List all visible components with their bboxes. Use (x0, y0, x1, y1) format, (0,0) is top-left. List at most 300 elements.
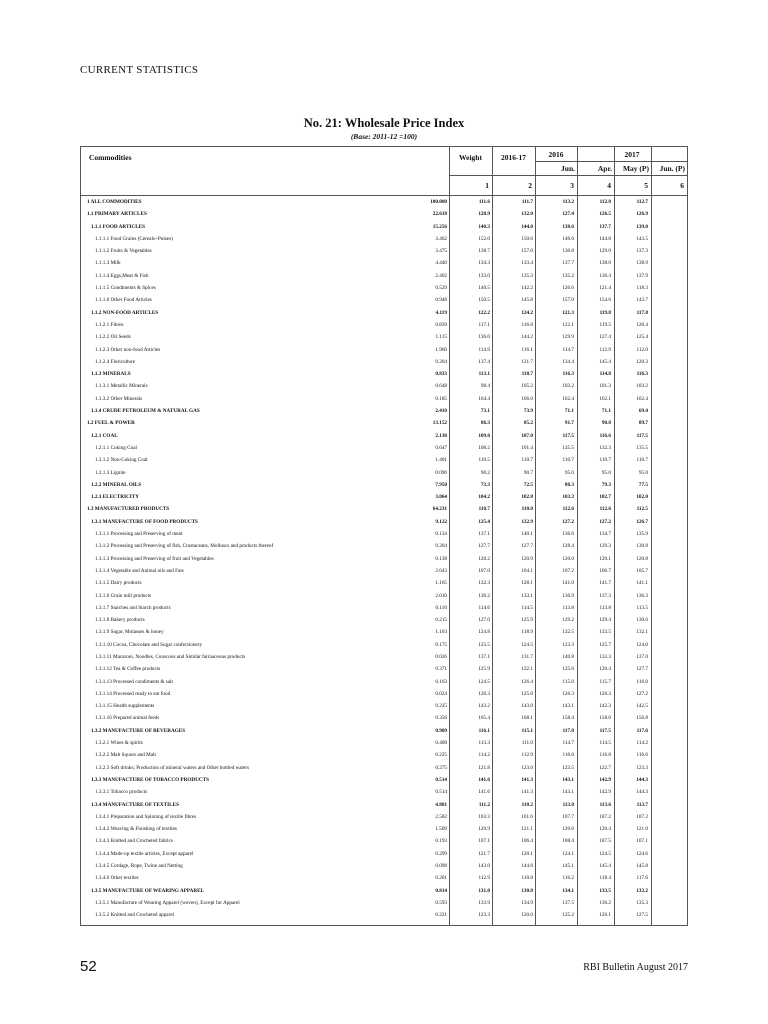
cell-c2: 164.4 (478, 395, 490, 402)
cell-c5: 138.0 (599, 260, 611, 267)
cell-c3: 144.0 (521, 223, 533, 230)
commodity-name: 1.3.3.1 Tobacco products (95, 789, 148, 796)
cell-c2: 114.6 (478, 604, 490, 611)
cell-c5: 142.9 (599, 776, 611, 783)
cell-c3: 104.1 (521, 567, 533, 574)
cell-c5: 136.4 (599, 272, 611, 279)
cell-w: 0.185 (435, 395, 447, 402)
commodity-name: 1.3.1.1 Processing and Preserving of meat (95, 531, 183, 538)
cell-c2: 111.6 (478, 199, 490, 205)
cell-c4: 138.6 (562, 223, 574, 230)
cell-c2: 140.5 (478, 285, 490, 292)
cell-c6: 112.0 (636, 346, 648, 353)
commodity-name: 1.3.5.1 Manufacture of Wearing Apparel (woven), Except fur Apparel (95, 899, 240, 906)
table-row (81, 860, 687, 872)
commodity-name: 1.1.2.1 Fibres (95, 321, 124, 328)
cell-c5: 117.5 (599, 727, 611, 734)
cell-c2: 131.0 (478, 887, 490, 894)
cell-c5: 129.3 (599, 543, 611, 550)
cell-c4: 127.4 (562, 211, 574, 218)
cell-c6: 137.0 (636, 653, 648, 660)
cell-c2: 113.3 (478, 740, 490, 747)
col-num-3: 3 (570, 181, 574, 190)
cell-c4: 125.2 (562, 912, 574, 919)
commodity-name: 1.3.4.1 Preparation and Spinning of textile fibres (95, 813, 197, 820)
table-row (81, 393, 687, 405)
table-row (81, 614, 687, 626)
cell-c3: 128.1 (521, 580, 533, 587)
cell-w: 2.410 (435, 408, 447, 415)
cell-c6: 105.7 (636, 567, 648, 574)
cell-c5: 112.8 (599, 199, 611, 205)
cell-w: 1.401 (435, 457, 447, 464)
table-row (81, 270, 687, 282)
cell-c6: 114.2 (636, 740, 648, 747)
cell-c2: 120.2 (478, 555, 490, 562)
cell-c3: 131.7 (521, 653, 533, 660)
cell-c4: 162.4 (562, 395, 574, 402)
cell-w: 9.122 (435, 518, 447, 525)
cell-c6: 143.5 (636, 235, 648, 242)
table-row (81, 528, 687, 540)
cell-c4: 136.9 (562, 592, 574, 599)
cell-c3: 135.3 (521, 272, 533, 279)
cell-c2: 98.4 (480, 383, 490, 390)
cell-c6: 156.8 (636, 715, 648, 722)
cell-w: 0.839 (435, 321, 447, 328)
cell-c5: 144.8 (599, 235, 611, 242)
cell-w: 2.402 (435, 272, 447, 279)
cell-c3: 166.0 (521, 395, 533, 402)
commodity-name: 1.3.4 MANUFACTURE OF TEXTILES (91, 801, 179, 808)
cell-w: 0.371 (435, 666, 447, 673)
table-row (81, 233, 687, 245)
cell-w: 1.960 (435, 346, 447, 353)
table-row (81, 676, 687, 688)
commodity-name: 1.1.1.5 Condiments & Spices (95, 285, 156, 292)
cell-c3: 120.1 (521, 850, 533, 857)
cell-w: 0.024 (435, 690, 447, 697)
cell-c5: 116.8 (599, 752, 611, 759)
cell-c2: 136.2 (478, 592, 490, 599)
cell-c4: 110.7 (562, 457, 574, 464)
cell-c3: 127.7 (521, 543, 533, 550)
cell-c6: 118.3 (636, 285, 648, 292)
cell-c6: 113.7 (636, 801, 648, 808)
cell-w: 3.475 (435, 248, 447, 255)
cell-c2: 125.5 (478, 641, 490, 648)
cell-w: 15.256 (432, 223, 447, 230)
cell-c5: 125.7 (599, 641, 611, 648)
cell-c2: 110.7 (478, 506, 490, 513)
cell-c3: 107.0 (521, 432, 533, 439)
cell-c4: 121.3 (562, 309, 574, 316)
cell-c2: 127.7 (478, 543, 490, 550)
cell-c6: 136.3 (636, 592, 648, 599)
cell-c2: 121.7 (478, 850, 490, 857)
cell-w: 4.119 (435, 309, 447, 316)
cell-c2: 116.1 (478, 727, 490, 734)
cell-c2: 143.2 (478, 703, 490, 710)
cell-c3: 110.7 (521, 457, 533, 464)
cell-c4: 115.0 (562, 678, 574, 685)
cell-c4: 120.0 (562, 555, 574, 562)
cell-w: 0.204 (435, 358, 447, 365)
cell-c4: 129.2 (562, 617, 574, 624)
commodity-name: 1.3.1.14 Processed ready to eat food (95, 690, 171, 697)
cell-c5: 112.9 (599, 346, 611, 353)
cell-c4: 145.1 (562, 863, 574, 870)
table-row (81, 835, 687, 847)
cell-w: 2.138 (435, 432, 447, 439)
cell-c3: 124.2 (521, 309, 533, 316)
cell-c5: 101.3 (599, 383, 611, 390)
cell-w: 2.010 (435, 592, 447, 599)
commodity-name: 1.1.3 MINERALS (91, 371, 131, 378)
cell-c5: 137.3 (599, 592, 611, 599)
cell-c6: 112.7 (636, 199, 648, 205)
table-row (81, 208, 687, 220)
cell-c2: 126.3 (478, 690, 490, 697)
cell-c5: 110.7 (599, 457, 611, 464)
cell-c5: 132.3 (599, 444, 611, 451)
cell-c3: 134.9 (521, 899, 533, 906)
cell-c5: 90.8 (601, 420, 611, 427)
cell-c6: 144.3 (636, 776, 648, 783)
table-subtitle: (Base: 2011-12 =100) (350, 132, 418, 141)
commodity-name: 1.1.1.1 Food Grains (Cereals+Pulses) (95, 235, 173, 242)
cell-c5: 115.7 (599, 678, 611, 685)
cell-c4: 126.3 (562, 690, 574, 697)
cell-c3: 133.1 (521, 592, 533, 599)
header-may: May (P) (622, 164, 649, 173)
commodity-name: 1.1.3.1 Metallic Minerals (95, 383, 148, 390)
cell-c4: 134.4 (562, 358, 574, 365)
cell-w: 0.026 (435, 653, 447, 660)
table-body (81, 196, 687, 922)
cell-c6: 127.7 (636, 666, 648, 673)
cell-w: 22.618 (432, 211, 447, 218)
cell-c2: 133.9 (478, 899, 490, 906)
cell-c4: 103.2 (562, 383, 574, 390)
table-row (81, 516, 687, 528)
commodity-name: 1.3.2.2 Malt liquors and Malt (95, 752, 156, 759)
cell-c4: 125.6 (562, 666, 574, 673)
table-header (81, 147, 687, 196)
cell-c3: 157.0 (521, 248, 533, 255)
table-row (81, 430, 687, 442)
cell-c4: 120.6 (562, 826, 574, 833)
cell-c4: 143.1 (562, 776, 574, 783)
cell-w: 0.647 (435, 444, 447, 451)
table-row (81, 221, 687, 233)
cell-c2: 141.6 (478, 789, 490, 796)
header-apr: Apr. (597, 164, 612, 173)
cell-c4: 123.3 (562, 641, 574, 648)
commodity-name: 1.3.1.10 Cocoa, Chocolate and Sugar confectionery (95, 641, 203, 648)
commodity-name: 1.3.1.5 Dairy products (95, 580, 142, 587)
cell-w: 0.408 (435, 740, 447, 747)
cell-c4: 124.1 (562, 850, 574, 857)
cell-c6: 123.3 (636, 764, 648, 771)
header-2017: 2017 (624, 150, 640, 159)
cell-c4: 158.4 (562, 715, 574, 722)
commodity-name: 1.3.1.6 Grain mill products (95, 592, 152, 599)
cell-c4: 108.4 (562, 838, 574, 845)
cell-c2: 128.9 (478, 211, 490, 218)
cell-c5: 129.4 (599, 617, 611, 624)
cell-c4: 117.8 (562, 727, 574, 734)
cell-c4: 129.9 (562, 334, 574, 341)
table-row (81, 307, 687, 319)
col-num-5: 5 (644, 181, 648, 190)
cell-c5: 141.7 (599, 580, 611, 587)
cell-c2: 114.9 (478, 346, 490, 353)
cell-c6: 103.2 (636, 383, 648, 390)
cell-c6: 112.5 (636, 506, 648, 513)
cell-c2: 108.2 (478, 444, 490, 451)
cell-c3: 110.0 (521, 506, 533, 513)
cell-c6: 127.5 (636, 912, 648, 919)
commodity-name: 1.3.1.2 Processing and Preserving of fish, Crustaceans, Molluscs and products thereof (95, 543, 274, 550)
header-jun-2016: Jun. (561, 164, 575, 173)
table-row (81, 356, 687, 368)
cell-c2: 111.2 (478, 801, 490, 808)
cell-c3: 105.2 (521, 383, 533, 390)
cell-c6: 102.0 (636, 494, 648, 501)
cell-c4: 113.2 (562, 199, 574, 205)
cell-c3: 115.1 (521, 727, 533, 734)
cell-c2: 113.1 (478, 371, 490, 378)
cell-w: 0.833 (435, 371, 447, 378)
commodity-name: 1.3.4.2 Weaving & Finishing of textiles (95, 826, 177, 833)
cell-c4: 143.1 (562, 789, 574, 796)
cell-c5: 107.2 (599, 813, 611, 820)
cell-c5: 127.2 (599, 518, 611, 525)
cell-w: 0.299 (435, 850, 447, 857)
table-row (81, 467, 687, 479)
cell-c2: 143.0 (478, 863, 490, 870)
cell-w: 0.275 (435, 764, 447, 771)
cell-c3: 118.9 (521, 629, 533, 636)
cell-c2: 125.9 (478, 666, 490, 673)
cell-w: 64.231 (432, 506, 447, 513)
commodity-name: 1.1.1.2 Fruits & Vegetables (95, 248, 152, 255)
cell-c6: 117.8 (636, 309, 648, 316)
header-year: 2016-17 (501, 153, 526, 162)
commodity-name: 1.3.1.9 Sugar, Molasses & honey (95, 629, 164, 636)
commodity-name: 1.2.1.1 Coking Coal (95, 444, 137, 451)
cell-w: 0.356 (435, 715, 447, 722)
commodity-name: 1.3 MANUFACTURED PRODUCTS (87, 506, 170, 513)
cell-c6: 124.0 (636, 641, 648, 648)
commodity-name: 1.3.1.7 Starches and Starch products (95, 604, 171, 611)
cell-c3: 126.4 (521, 678, 533, 685)
commodity-name: 1.3.4.4 Made-up textile articles, Except apparel (95, 850, 194, 857)
cell-c6: 130.8 (636, 543, 648, 550)
col-num-6: 6 (680, 181, 684, 190)
cell-c4: 146.6 (562, 235, 574, 242)
cell-c2: 120.9 (478, 826, 490, 833)
commodity-name: 1.2.1.3 Lignite (95, 469, 126, 476)
commodity-name: 1.3.3 MANUFACTURE OF TOBACCO PRODUCTS (91, 776, 209, 783)
table-row (81, 897, 687, 909)
cell-c2: 86.3 (480, 420, 490, 427)
cell-c6: 110.7 (636, 457, 648, 464)
table-row (81, 344, 687, 356)
cell-w: 0.098 (435, 863, 447, 870)
cell-c2: 73.1 (480, 408, 490, 415)
cell-c2: 124.8 (478, 629, 490, 636)
cell-c5: 127.4 (599, 334, 611, 341)
cell-c6: 145.8 (636, 863, 648, 870)
cell-c4: 107.7 (562, 813, 574, 820)
cell-c3: 116.8 (521, 321, 533, 328)
cell-c5: 133.5 (599, 887, 611, 894)
cell-c5: 106.7 (599, 567, 611, 574)
cell-w: 100.000 (430, 199, 447, 205)
commodity-name: 1.3.5 MANUFACTURE OF WEARING APPAREL (91, 887, 205, 894)
cell-c6: 141.1 (636, 580, 648, 587)
header-weight: Weight (459, 153, 482, 162)
cell-c2: 123.3 (478, 912, 490, 919)
table-row (81, 737, 687, 749)
cell-c6: 89.7 (638, 420, 648, 427)
commodity-name: 1.1.2 NON-FOOD ARTICLES (91, 309, 159, 316)
cell-c4: 116.6 (562, 752, 574, 759)
cell-c3: 72.5 (523, 481, 533, 488)
cell-c5: 120.1 (599, 555, 611, 562)
cell-c4: 95.0 (564, 469, 574, 476)
cell-w: 4.881 (435, 801, 447, 808)
cell-c2: 137.1 (478, 653, 490, 660)
cell-w: 1.163 (435, 629, 447, 636)
cell-w: 0.221 (435, 912, 447, 919)
cell-c3: 132.0 (521, 211, 533, 218)
cell-c3: 101.4 (521, 444, 533, 451)
cell-w: 0.909 (435, 727, 447, 734)
cell-c2: 121.8 (478, 764, 490, 771)
commodity-name: 1.3.4.5 Cordage, Rope, Twine and Netting (95, 863, 183, 870)
cell-c4: 143.1 (562, 703, 574, 710)
cell-c2: 150.5 (478, 297, 490, 304)
page-number: 52 (80, 958, 97, 975)
commodity-name: 1.3.1.11 Macaroni, Noodles, Couscous and Similar farinaceous products (95, 653, 246, 660)
commodity-name: 1.3.2.3 Soft drinks; Production of mineral waters and Other bottled waters (95, 764, 250, 771)
cell-c3: 111.7 (521, 199, 533, 205)
cell-c5: 102.7 (599, 494, 611, 501)
cell-w: 1.165 (435, 580, 447, 587)
cell-c4: 130.8 (562, 248, 574, 255)
cell-w: 0.225 (435, 703, 447, 710)
commodity-name: 1.2.2 MINERAL OILS (91, 481, 142, 488)
commodity-name: 1.3.2.1 Wines & spirits (95, 740, 143, 747)
cell-c3: 143.0 (521, 703, 533, 710)
cell-c4: 135.5 (562, 444, 574, 451)
table-row (81, 577, 687, 589)
table-row (81, 503, 687, 515)
cell-c3: 122.1 (521, 666, 533, 673)
commodity-name: 1.1.2.4 Floriculture (95, 358, 136, 365)
cell-c5: 129.0 (599, 248, 611, 255)
cell-c6: 135.5 (636, 444, 648, 451)
cell-w: 0.514 (435, 789, 447, 796)
cell-c5: 121.4 (599, 285, 611, 292)
commodity-name: 1.3.1.8 Bakery products (95, 617, 145, 624)
cell-c2: 137.1 (478, 531, 490, 538)
commodity-name: 1.1.3.2 Other Minerals (95, 395, 143, 402)
col-num-2: 2 (528, 181, 532, 190)
cell-c5: 119.8 (599, 309, 611, 316)
cell-c5: 79.3 (601, 481, 611, 488)
cell-c3: 122.9 (521, 518, 533, 525)
cell-c4: 141.0 (562, 580, 574, 587)
table-row (81, 553, 687, 565)
commodity-name: 1.1.1.6 Other Food Articles (95, 297, 152, 304)
cell-c6: 124.6 (636, 850, 648, 857)
section-label: CURRENT STATISTICS (80, 64, 199, 76)
cell-w: 0.225 (435, 752, 447, 759)
table-row (81, 885, 687, 897)
cell-c3: 85.2 (523, 420, 533, 427)
commodity-name: 1.1.2.3 Other non-food Articles (95, 346, 161, 353)
cell-w: 7.950 (435, 481, 447, 488)
cell-c3: 125.0 (521, 690, 533, 697)
cell-w: 0.110 (435, 604, 447, 611)
cell-c5: 126.1 (599, 912, 611, 919)
cell-c3: 142.2 (521, 285, 533, 292)
cell-w: 3.462 (435, 235, 447, 242)
cell-c5: 158.0 (599, 715, 611, 722)
cell-c6: 116.3 (636, 371, 648, 378)
cell-w: 0.648 (435, 383, 447, 390)
cell-c2: 152.0 (478, 235, 490, 242)
cell-c5: 113.6 (599, 801, 611, 808)
cell-c3: 141.3 (521, 789, 533, 796)
cell-c6: 135.3 (636, 899, 648, 906)
cell-c6: 116.6 (636, 752, 648, 759)
table-row (81, 799, 687, 811)
cell-c2: 110.5 (478, 457, 490, 464)
cell-c4: 112.6 (562, 506, 574, 513)
table-row (81, 663, 687, 675)
cell-c6: 120.8 (636, 555, 648, 562)
cell-c4: 116.3 (562, 371, 574, 378)
cell-c5: 71.1 (601, 408, 611, 415)
table-row (81, 257, 687, 269)
cell-c6: 125.4 (636, 334, 648, 341)
cell-c6: 107.2 (636, 813, 648, 820)
cell-w: 13.152 (432, 420, 447, 427)
commodity-name: 1.3.4.6 Other textiles (95, 875, 139, 882)
cell-c6: 116.0 (636, 678, 648, 685)
cell-c6: 107.1 (636, 838, 648, 845)
cell-c5: 122.7 (599, 764, 611, 771)
cell-c2: 132.3 (478, 580, 490, 587)
cell-c4: 113.8 (562, 604, 574, 611)
table-row (81, 700, 687, 712)
table-row (81, 651, 687, 663)
cell-w: 0.814 (435, 887, 447, 894)
cell-w: 1.115 (435, 334, 447, 341)
cell-c5: 114.5 (599, 740, 611, 747)
cell-c5: 107.5 (599, 838, 611, 845)
cell-c3: 101.6 (521, 813, 533, 820)
cell-c3: 124.5 (521, 641, 533, 648)
cell-c2: 90.2 (480, 469, 490, 476)
cell-c2: 133.0 (478, 272, 490, 279)
cell-c3: 120.9 (521, 555, 533, 562)
